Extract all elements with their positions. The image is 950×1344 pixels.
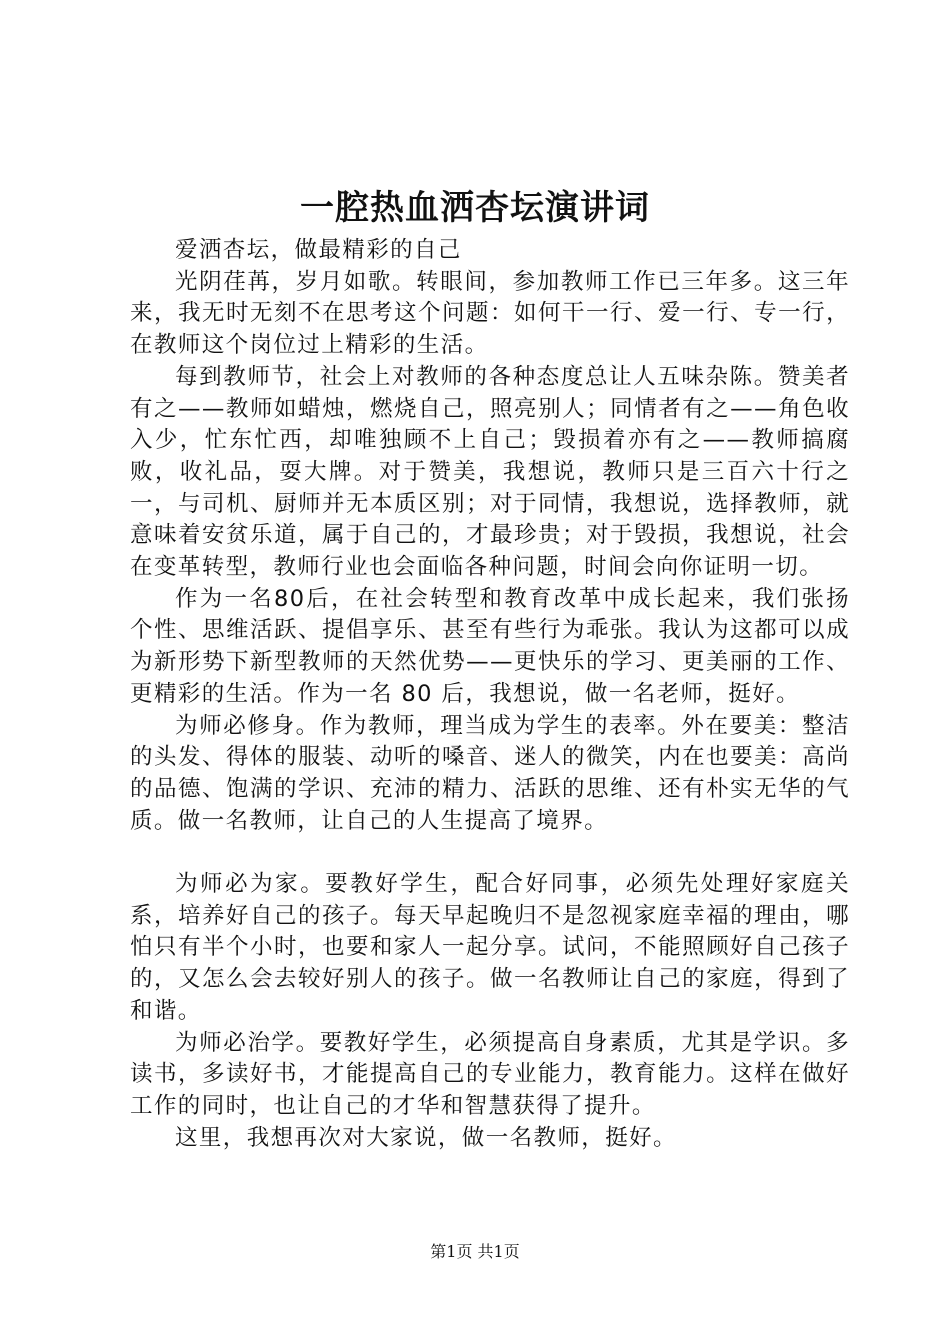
paragraph-1: 光阴荏苒，岁月如歌。转眼间，参加教师工作已三年多。这三年来，我无时无刻不在思考这个问题：如何干一行、爱一行、专一行，在教师这个岗位过上精彩的生活。 [130,268,850,359]
paragraph-5: 为师必为家。要教好学生，配合好同事，必须先处理好家庭关系，培养好自己的孩子。每天早起晚归不是忽视家庭幸福的理由，哪怕只有半个小时，也要和家人一起分享。试问，不能照顾好自己孩子的，又怎么会去较好别人的孩子。做一名教师让自己的家庭，得到了和谐。 [130,871,850,1024]
paragraph-7: 这里，我想再次对大家说，做一名教师，挺好。 [175,1124,677,1151]
page-footer: 第1页 共1页 [430,1242,520,1261]
paragraph-gap [130,837,850,869]
document-title: 一腔热血洒杏坛演讲词 [300,188,650,228]
paragraph-3: 作为一名80后，在社会转型和教育改革中成长起来，我们张扬个性、思维活跃、提倡享乐、甚至有些行为乖张。我认为这都可以成为新形势下新型教师的天然优势——更快乐的学习、更美丽的工作、更精彩的生活。作为一名 80 后，我想说，做一名老师，挺好。 [130,585,850,707]
paragraph-subtitle: 爱洒杏坛，做最精彩的自己 [175,237,462,263]
paragraph-2: 每到教师节，社会上对教师的各种态度总让人五味杂陈。赞美者有之——教师如蜡烛，燃烧自己，照亮别人；同情者有之——角色收入少，忙东忙西，却唯独顾不上自己；毁损着亦有之——教师搞腐败，收礼品，耍大牌。对于赞美，我想说，教师只是三百六十行之一，与司机、厨师并无本质区别；对于同情，我想说，选择教师，就意味着安贫乐道，属于自己的，才最珍贵；对于毁损，我想说，社会在变革转型，教师行业也会面临各种问题，时间会向你证明一切。 [130,363,850,581]
document-body [130,235,850,1154]
paragraph-6: 为师必治学。要教好学生，必须提高自身素质，尤其是学识。多读书，多读好书，才能提高自己的专业能力，教育能力。这样在做好工作的同时，也让自己的才华和智慧获得了提升。 [130,1029,850,1119]
paragraph-4: 为师必修身。作为教师，理当成为学生的表率。外在要美：整洁的头发、得体的服装、动听的嗓音、迷人的微笑，内在也要美：高尚的品德、饱满的学识、充沛的精力、活跃的思维、还有朴实无华的气质。做一名教师，让自己的人生提高了境界。 [130,712,850,834]
